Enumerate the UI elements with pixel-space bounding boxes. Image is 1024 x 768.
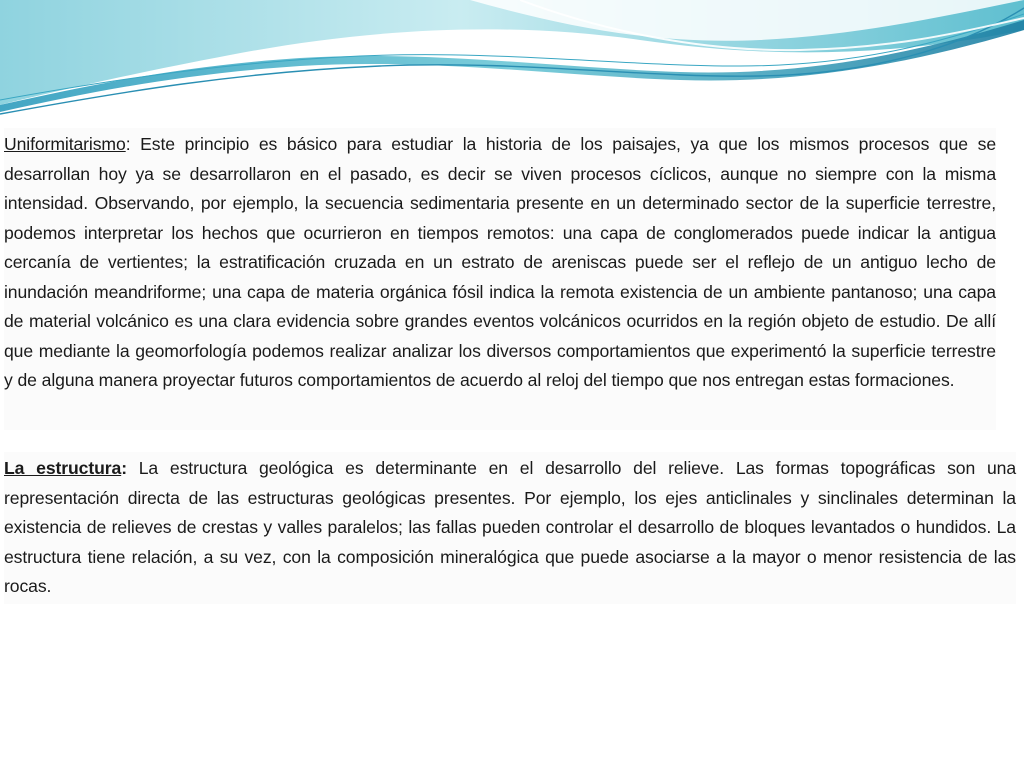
paragraph-la-estructura	[4, 452, 1016, 604]
term-separator: :	[121, 458, 127, 478]
term-separator: :	[125, 134, 131, 154]
paragraph-uniformitarismo	[4, 128, 996, 430]
term-uniformitarismo: Uniformitarismo	[4, 134, 126, 154]
paragraph-body: Este principio es básico para estudiar la historia de los paisajes, ya que los mismos procesos que se desarrollan hoy ya se desarrollaron en el pasado, es decir se viven procesos cíclicos, aunque no siempre con la misma intensidad. Observando, por ejemplo, la secuencia sedimentaria presente en un determinado sector de la superficie terrestre, podemos interpretar los hechos que ocurrieron en tiempos remotos: una capa de conglomerados puede indicar la antigua cercanía de vertientes; la estratificación cruzada en un estrato de areniscas puede ser el reflejo de un antiguo lecho de inundación meandriforme; una capa de materia orgánica fósil indica la remota existencia de un ambiente pantanoso; una capa de material volcánico es una clara evidencia sobre grandes eventos volcánicos ocurridos en la región objeto de estudio. De allí que mediante la geomorfología podemos realizar analizar los diversos comportamientos que experimentó la superficie terrestre y de alguna manera proyectar futuros comportamientos de acuerdo al reloj del tiempo que nos entregan estas formaciones.	[4, 134, 996, 390]
paragraph-body: La estructura geológica es determinante en el desarrollo del relieve. Las formas topográficas son una representación directa de las estructuras geológicas presentes. Por ejemplo, los ejes anticlinales y sinclinales determinan la existencia de relieves de crestas y valles paralelos; las fallas pueden controlar el desarrollo de bloques levantados o hundidos. La estructura tiene relación, a su vez, con la composición mineralógica que puede asociarse a la mayor o menor resistencia de las rocas.	[4, 458, 1017, 596]
decorative-wave-header	[0, 0, 1024, 130]
term-la-estructura: La estructura	[4, 458, 122, 478]
